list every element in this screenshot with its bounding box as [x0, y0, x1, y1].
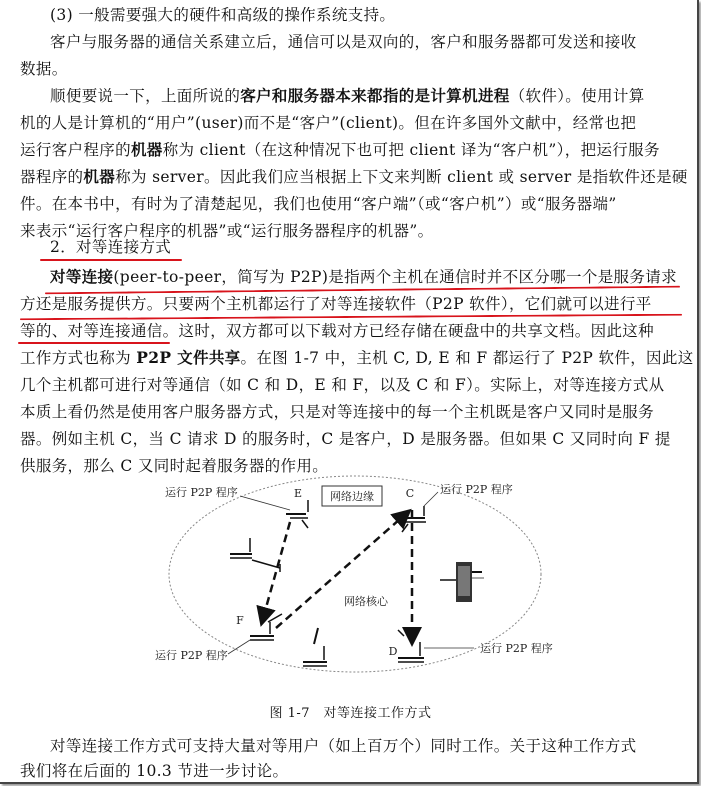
text-line: 对等连接工作方式可支持大量对等用户（如上百万个）同时工作。关于这种工作方式 — [50, 737, 637, 755]
text-line: 供服务，那么 C 又同时起着服务器的作用。 — [20, 457, 329, 475]
run-p2p-callout-c — [424, 482, 513, 506]
red-underline-annotation — [18, 342, 170, 344]
text-line: 数据。 — [20, 60, 68, 78]
red-underline-annotation — [40, 259, 182, 261]
text-line: 我们将在后面的 10.3 节进一步讨论。 — [20, 762, 289, 780]
host-e-label: E — [293, 487, 303, 500]
svg-text:运行 P2P 程序: 运行 P2P 程序 — [155, 649, 228, 662]
text-line: 器。例如主机 C，当 C 请求 D 的服务时，C 是客户，D 是服务器。但如果 C 又同时向 F 提 — [20, 430, 671, 448]
run-p2p-callout-f — [155, 640, 250, 662]
other-host-icon — [303, 628, 327, 666]
svg-text:运行 P2P 程序: 运行 P2P 程序 — [165, 486, 238, 499]
run-p2p-callout-e — [165, 485, 290, 510]
run-p2p-callout-d — [424, 641, 553, 655]
text-line: 机的人是计算机的“用户”(user)而不是“客户”(client)。但在许多国外文献中，经常也把 — [20, 114, 637, 132]
text-line: 客户与服务器的通信关系建立后，通信可以是双向的，客户和服务器都可发送和接收 — [50, 33, 637, 51]
text-line: 本质上看仍然是使用客户服务器方式，只是对等连接中的每一个主机既是客户又同时是服务 — [20, 403, 655, 421]
section-heading: 2．对等连接方式 — [50, 238, 172, 256]
host-d-label: D — [388, 645, 398, 658]
svg-text:网络边缘: 网络边缘 — [330, 490, 374, 503]
figure-1-7 — [0, 470, 701, 700]
text-line: 对等连接(peer-to-peer，简写为 P2P)是指两个主机在通信时并不区分哪一个是服务请求 — [50, 267, 677, 286]
text-line: 顺便要说一下，上面所说的客户和服务器本来都指的是计算机进程（软件）。使用计算 — [50, 86, 645, 105]
network-edge-label — [322, 486, 382, 506]
text-line: 方还是服务提供方。只要两个主机都运行了对等连接软件（P2P 软件），它们就可以进行平 — [20, 295, 652, 313]
text-line: 几个主机都可进行对等通信（如 C 和 D，E 和 F，以及 C 和 F）。实际上，对等连接方式从 — [20, 376, 665, 394]
host-c-icon — [402, 506, 426, 532]
svg-text:运行 P2P 程序: 运行 P2P 程序 — [440, 483, 513, 496]
text-line: 运行客户程序的机器称为 client（在这种情况下也可把 client 译为“客户机”），把运行服务 — [20, 140, 660, 159]
svg-text:运行 P2P 程序: 运行 P2P 程序 — [480, 642, 553, 655]
network-core-label: 网络核心 — [344, 595, 388, 608]
text-line: (3) 一般需要强大的硬件和高级的操作系统支持。 — [50, 6, 396, 24]
p2p-link-f-c — [276, 512, 408, 628]
text-line: 工作方式也称为 P2P 文件共享。在图 1-7 中，主机 C, D, E 和 F 都运行了 P2P 软件，因此这 — [20, 348, 694, 367]
host-f-label: F — [236, 614, 244, 627]
text-line: 等的、对等连接通信。这时，双方都可以下载对方已经存储在硬盘中的共享文档。因此这种 — [20, 322, 655, 340]
server-rack-icon — [440, 562, 484, 602]
text-line: 件。在本书中，有时为了清楚起见，我们也使用“客户端”（或“客户机”）或“服务器端” — [20, 195, 617, 213]
figure-caption: 图 1-7 对等连接工作方式 — [269, 706, 432, 721]
text-line: 来表示“运行客户程序的机器”或“运行服务器程序的机器”。 — [20, 222, 434, 240]
p2p-link-e-f — [262, 518, 294, 622]
host-c-label: C — [405, 487, 415, 500]
text-line: 器程序的机器称为 server。因此我们应当根据上下文来判断 client 或 server 是指软件还是硬 — [20, 167, 688, 186]
other-host-icon — [230, 538, 280, 572]
